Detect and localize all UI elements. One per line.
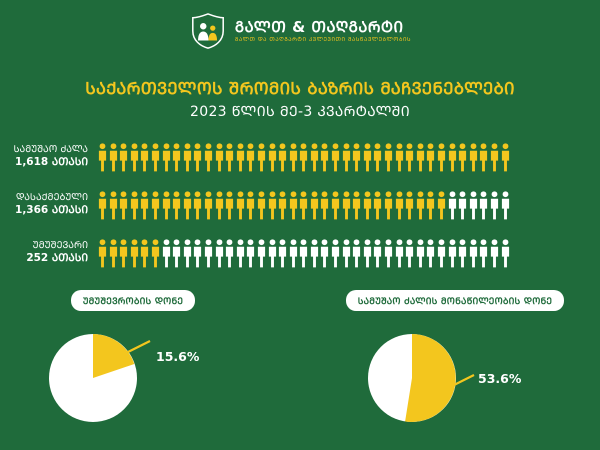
- person-icon: [215, 190, 224, 220]
- person-icon: [215, 142, 224, 172]
- pie-callout-line: [126, 341, 150, 353]
- person-icon: [204, 142, 213, 172]
- person-icon: [501, 190, 510, 220]
- row-label-group: [0, 240, 96, 266]
- pictogram-row: [0, 133, 600, 181]
- person-icon: [278, 190, 287, 220]
- person-icon: [395, 238, 404, 268]
- person-icon: [151, 142, 160, 172]
- person-icon: [299, 190, 308, 220]
- pie-chart-participation: [350, 323, 560, 433]
- person-icon: [257, 238, 266, 268]
- person-icon: [225, 142, 234, 172]
- person-icon: [363, 238, 372, 268]
- pie-wrap: [38, 323, 228, 437]
- person-icon: [172, 190, 181, 220]
- person-icon: [373, 142, 382, 172]
- person-icon: [310, 190, 319, 220]
- person-icon: [416, 238, 425, 268]
- pie-section: [0, 290, 600, 450]
- person-icon: [98, 142, 107, 172]
- brand-name: ᲒᲐᲚᲗ & ᲗᲐᲦᲒᲐᲠᲢᲘ: [234, 17, 404, 36]
- person-icon: [225, 238, 234, 268]
- person-icon: [373, 238, 382, 268]
- person-icon: [268, 190, 277, 220]
- person-icon: [204, 190, 213, 220]
- person-icon: [204, 238, 213, 268]
- person-icon: [458, 238, 467, 268]
- person-icon: [278, 238, 287, 268]
- person-icon: [342, 142, 351, 172]
- row-name: ᲣᲛᲣᲨᲔᲕᲐᲠᲘ: [32, 240, 88, 252]
- person-icon: [479, 142, 488, 172]
- person-icon: [352, 238, 361, 268]
- brand-text: [235, 19, 411, 44]
- person-icon: [395, 190, 404, 220]
- person-icon: [289, 238, 298, 268]
- pie-wrap: [350, 323, 560, 437]
- person-icon: [458, 190, 467, 220]
- person-icon: [257, 142, 266, 172]
- person-icon: [98, 190, 107, 220]
- person-icon: [479, 190, 488, 220]
- row-icons: [96, 142, 600, 172]
- pie-block-participation: [330, 290, 580, 437]
- person-icon: [162, 238, 171, 268]
- row-icons: [96, 190, 600, 220]
- person-icon: [437, 238, 446, 268]
- person-icon: [183, 142, 192, 172]
- person-icon: [426, 190, 435, 220]
- person-icon: [246, 190, 255, 220]
- person-icon: [448, 238, 457, 268]
- person-icon: [320, 238, 329, 268]
- row-value: 1,366 ᲐᲗᲐᲡᲘ: [15, 204, 88, 217]
- pictogram-row: [0, 229, 600, 277]
- pictogram-chart: [0, 133, 600, 283]
- pie-caption: ᲣᲛᲣᲨᲔᲕᲠᲝᲑᲘᲡ ᲓᲝᲜᲔ: [71, 290, 195, 311]
- person-icon: [384, 142, 393, 172]
- person-icon: [130, 238, 139, 268]
- person-icon: [289, 142, 298, 172]
- person-icon: [193, 142, 202, 172]
- person-icon: [373, 190, 382, 220]
- page-subtitle: 2023 ᲬᲚᲘᲡ ᲛᲔ-3 ᲙᲕᲐᲠᲢᲐᲚᲨᲘ: [190, 104, 410, 120]
- person-icon: [469, 238, 478, 268]
- person-icon: [469, 190, 478, 220]
- person-icon: [426, 238, 435, 268]
- person-icon: [310, 238, 319, 268]
- person-icon: [342, 190, 351, 220]
- person-icon: [331, 238, 340, 268]
- person-icon: [109, 142, 118, 172]
- person-icon: [490, 142, 499, 172]
- pie-block-unemployment: [18, 290, 248, 437]
- person-icon: [289, 190, 298, 220]
- person-icon: [140, 190, 149, 220]
- person-icon: [119, 238, 128, 268]
- row-icons: [96, 238, 600, 268]
- pictogram-row: [0, 181, 600, 229]
- person-icon: [183, 190, 192, 220]
- person-icon: [501, 142, 510, 172]
- person-icon: [437, 142, 446, 172]
- person-icon: [236, 190, 245, 220]
- person-icon: [140, 142, 149, 172]
- person-icon: [299, 238, 308, 268]
- row-value: 252 ᲐᲗᲐᲡᲘ: [26, 252, 88, 265]
- person-icon: [352, 142, 361, 172]
- person-icon: [162, 190, 171, 220]
- person-icon: [172, 238, 181, 268]
- person-icon: [236, 238, 245, 268]
- row-name: ᲓᲐᲡᲐᲥᲛᲔᲑᲣᲚᲘ: [15, 192, 88, 204]
- person-icon: [501, 238, 510, 268]
- person-icon: [426, 142, 435, 172]
- person-icon: [140, 238, 149, 268]
- row-value: 1,618 ᲐᲗᲐᲡᲘ: [15, 156, 88, 169]
- person-icon: [490, 238, 499, 268]
- person-icon: [257, 190, 266, 220]
- person-icon: [183, 238, 192, 268]
- person-icon: [331, 190, 340, 220]
- row-name: ᲡᲐᲛᲣᲨᲐᲝ ᲫᲐᲚᲐ: [13, 144, 88, 156]
- person-icon: [236, 142, 245, 172]
- pie-value-label: 53.6%: [478, 371, 522, 386]
- person-icon: [352, 190, 361, 220]
- person-icon: [384, 238, 393, 268]
- pie-chart-unemployment: [38, 323, 228, 433]
- person-icon: [405, 190, 414, 220]
- person-icon: [98, 238, 107, 268]
- person-icon: [448, 142, 457, 172]
- person-icon: [469, 142, 478, 172]
- row-label-group: [0, 192, 96, 218]
- person-icon: [193, 238, 202, 268]
- brand-tagline: ᲒᲐᲚᲗ ᲓᲐ ᲗᲐᲦᲒᲐᲠᲢᲘ ᲙᲕᲚᲔᲕᲘᲗᲘ ᲛᲐᲡᲬᲐᲕᲚᲔᲑᲚᲝᲑᲘᲡ: [234, 37, 412, 44]
- person-icon: [320, 142, 329, 172]
- person-icon: [416, 142, 425, 172]
- person-icon: [458, 142, 467, 172]
- person-icon: [172, 142, 181, 172]
- person-icon: [162, 142, 171, 172]
- person-icon: [193, 190, 202, 220]
- person-icon: [331, 142, 340, 172]
- person-icon: [448, 190, 457, 220]
- pie-slice-value: [405, 334, 456, 422]
- person-icon: [299, 142, 308, 172]
- person-icon: [268, 142, 277, 172]
- row-label-group: [0, 144, 96, 170]
- person-icon: [320, 190, 329, 220]
- person-icon: [479, 238, 488, 268]
- person-icon: [246, 238, 255, 268]
- person-icon: [405, 142, 414, 172]
- person-icon: [405, 238, 414, 268]
- person-icon: [310, 142, 319, 172]
- person-icon: [130, 190, 139, 220]
- person-icon: [130, 142, 139, 172]
- person-icon: [342, 238, 351, 268]
- pie-caption: ᲡᲐᲛᲣᲨᲐᲝ ᲫᲐᲚᲘᲡ ᲛᲝᲜᲐᲬᲘᲚᲔᲝᲑᲘᲡ ᲓᲝᲜᲔ: [346, 290, 565, 311]
- person-icon: [225, 190, 234, 220]
- person-icon: [246, 142, 255, 172]
- person-icon: [109, 190, 118, 220]
- people-in-shield-icon: [189, 12, 227, 50]
- person-icon: [215, 238, 224, 268]
- person-icon: [119, 142, 128, 172]
- person-icon: [490, 190, 499, 220]
- person-icon: [395, 142, 404, 172]
- person-icon: [151, 190, 160, 220]
- person-icon: [119, 190, 128, 220]
- person-icon: [437, 190, 446, 220]
- pie-callout-line: [454, 375, 474, 385]
- person-icon: [363, 190, 372, 220]
- person-icon: [268, 238, 277, 268]
- page-title: ᲡᲐᲥᲐᲠᲗᲕᲔᲚᲝᲡ ᲨᲠᲝᲛᲘᲡ ᲑᲐᲖᲠᲘᲡ ᲛᲐᲩᲕᲔᲜᲔᲑᲚᲔᲑᲘ: [85, 79, 515, 98]
- person-icon: [109, 238, 118, 268]
- person-icon: [384, 190, 393, 220]
- person-icon: [363, 142, 372, 172]
- person-icon: [151, 238, 160, 268]
- person-icon: [278, 142, 287, 172]
- brand-header: [0, 0, 600, 62]
- person-icon: [416, 190, 425, 220]
- pie-value-label: 15.6%: [156, 349, 200, 364]
